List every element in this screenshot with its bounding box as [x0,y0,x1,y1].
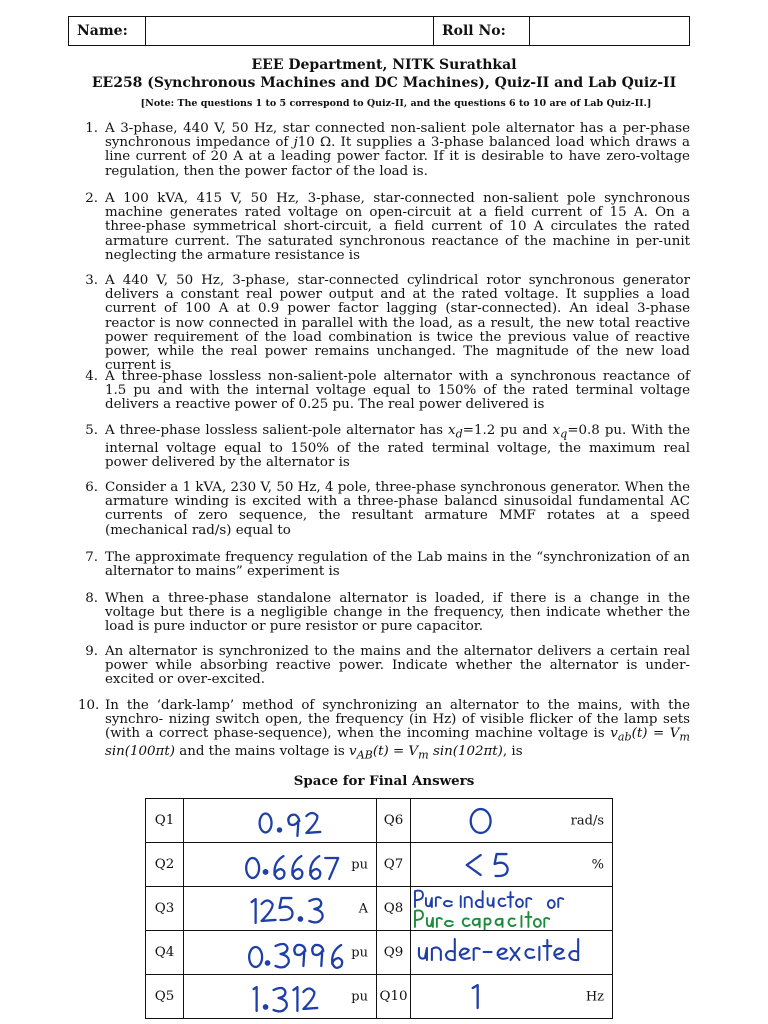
answer-unit: rad/s [570,813,604,828]
question-text: and the mains voltage is [174,744,350,760]
roll-no-field[interactable] [530,17,690,46]
answer-cell-q5[interactable] [184,975,377,1019]
answer-label-q4: Q4 [146,931,184,975]
roll-no-label: Roll No: [434,17,530,46]
math-x: x [448,423,456,438]
answer-label-q5: Q5 [146,975,184,1019]
math-subscript: ab [617,731,632,745]
course-title: EE258 (Synchronous Machines and DC Machines), Quiz-II and Lab Quiz-II [91,75,677,91]
question-text: When a three-phase standalone alternator is loaded, if there is a change in the voltage but there is a negligible change in the frequency, then indicate whether the load is pure inductor or pure resistor or pure capacitor. [105,591,690,635]
question-number: 1. [85,121,98,136]
question-text: An alternator is synchronized to the mains and the alternator delivers a certain real power while absorbing reactive power. Indicate whether the alternator is under-excited or over-excited. [105,644,690,688]
handwriting-q7 [411,843,612,886]
question-10 [78,699,690,763]
question-text: , is [502,744,523,760]
math-expression: (t) = V [631,726,680,742]
answers-title: Space for Final Answers [293,773,475,789]
handwriting-q5 [184,975,376,1018]
math-v: v [610,726,618,742]
answer-row [146,887,613,931]
answer-row [146,843,613,887]
question-8 [78,592,690,635]
handwriting-q10 [411,975,612,1018]
answer-unit: pu [351,857,368,872]
question-1 [78,122,690,179]
question-text: In the ‘dark-lamp’ method of synchronizing an alternator to the mains, with the synchro- nizing switch open, the frequency (in Hz) of visible flicker of the lamp sets (with a correct phase-sequence), when the incoming machine voltage is [105,698,690,742]
question-6 [78,481,690,538]
math-x: x [552,423,561,438]
handwriting-q4 [184,931,376,974]
answer-unit: pu [351,945,368,960]
question-number: 10. [78,698,100,713]
answer-unit: % [591,857,604,872]
student-info-table [68,16,690,46]
answer-label-q7: Q7 [377,843,411,887]
question-text: The approximate frequency regulation of the Lab mains in the “synchronization of an alternator to mains” experiment is [105,550,690,580]
question-number: 2. [85,191,98,206]
handwriting-q1 [184,799,376,842]
question-text: Consider a 1 kVA, 230 V, 50 Hz, 4 pole, three-phase synchronous generator. When the armature winding is excited with a three-phase balancd sinusoidal fundamental AC currents of zero sequence, the resultant armature MMF rotates at a speed (mechanical rad/s) equal to [105,480,690,538]
answer-row [146,799,613,843]
answer-cell-q6[interactable] [411,799,613,843]
question-number: 4. [85,369,98,384]
question-text: A 3-phase, 440 V, 50 Hz, star connected non-salient pole alternator has a per-phase synchronous impedance of [105,121,690,151]
answer-cell-q10[interactable] [411,975,613,1019]
answer-cell-q2[interactable] [184,843,377,887]
math-v: v [349,744,357,760]
answer-row [146,931,613,975]
math-subscript: d [455,427,463,441]
question-number: 7. [85,550,98,565]
answer-label-q3: Q3 [146,887,184,931]
answer-label-q8: Q8 [377,887,411,931]
answer-label-q9: Q9 [377,931,411,975]
answer-row [146,975,613,1019]
answer-cell-q7[interactable] [411,843,613,887]
answer-label-q1: Q1 [146,799,184,843]
department-title: EEE Department, NITK Surathkal [251,57,517,73]
question-text: A 440 V, 50 Hz, 3-phase, star-connected cylindrical rotor synchronous generator delivers a constant real power output and at the rated voltage. It supplies a load current of 100 A at 0.9 power factor lagging (star-connected). An ideal 3-phase reactor is now connected in parallel with the load, as a result, the new total reactive power requirement of the load combination is twice the previous value of reactive power, while the real power remains unchanged. The magnitude of the new load current is [105,273,690,374]
question-2 [78,192,690,263]
question-number: 5. [85,423,98,438]
question-4 [78,370,690,413]
question-text: A three-phase lossless non-salient-pole alternator with a synchronous reactance of 1.5 pu and with the internal voltage equal to 150% of the rated terminal voltage delivers a reactive power of 0.25 pu. The real power delivered is [105,369,690,413]
answer-cell-q9[interactable] [411,931,613,975]
math-j: j [293,135,298,151]
math-subscript: AB [356,748,373,762]
answer-label-q10: Q10 [377,975,411,1019]
answer-cell-q8[interactable] [411,887,613,931]
question-number: 8. [85,591,98,606]
math-expression: (t) = V [372,744,419,760]
name-field[interactable] [146,17,434,46]
question-text: =1.2 pu and [462,423,553,438]
answer-cell-q1[interactable] [184,799,377,843]
question-9 [78,645,690,688]
question-number: 3. [85,273,98,288]
math-subscript: m [418,748,429,762]
math-subscript: m [679,731,690,745]
question-5 [78,424,690,470]
question-text: =0.8 pu. With the internal voltage equal to 150% of the rated terminal voltage, the maximum real power delivered by the alternator is [105,423,690,471]
question-number: 6. [85,480,98,495]
answer-cell-q4[interactable] [184,931,377,975]
handwriting-q9 [411,931,612,974]
answer-label-q6: Q6 [377,799,411,843]
answer-unit: A [358,901,368,916]
answer-unit: Hz [585,989,604,1004]
question-3 [78,274,690,373]
quiz-note: [Note: The questions 1 to 5 correspond to Quiz-II, and the questions 6 to 10 are of Lab Quiz-II.] [140,98,652,109]
answers-table [145,798,613,1019]
handwriting-q3 [184,887,376,930]
handwriting-q8 [411,887,612,930]
math-expression: sin(100πt) [105,744,175,760]
question-text: A three-phase lossless salient-pole alternator has [105,423,449,438]
question-text: 10 Ω. It supplies a 3-phase balanced load which draws a line current of 20 A at a leading power factor. If it is desirable to have zero-voltage regulation, then the power factor of the load is. [105,135,690,179]
math-expression: sin(102πt) [428,744,503,760]
question-7 [78,551,690,579]
handwriting-q2 [184,843,376,886]
name-label: Name: [69,17,146,46]
answer-label-q2: Q2 [146,843,184,887]
answer-cell-q3[interactable] [184,887,377,931]
question-number: 9. [85,644,98,659]
math-subscript: q [560,427,568,441]
question-text: A 100 kVA, 415 V, 50 Hz, 3-phase, star-connected non-salient pole synchronous machine generates rated voltage on open-circuit at a field current of 15 A. On a three-phase symmetrical short-circuit, a field current of 10 A circulates the rated armature current. The saturated synchronous reactance of the machine in per-unit neglecting the armature resistance is [105,191,690,263]
answer-unit: pu [351,989,368,1004]
